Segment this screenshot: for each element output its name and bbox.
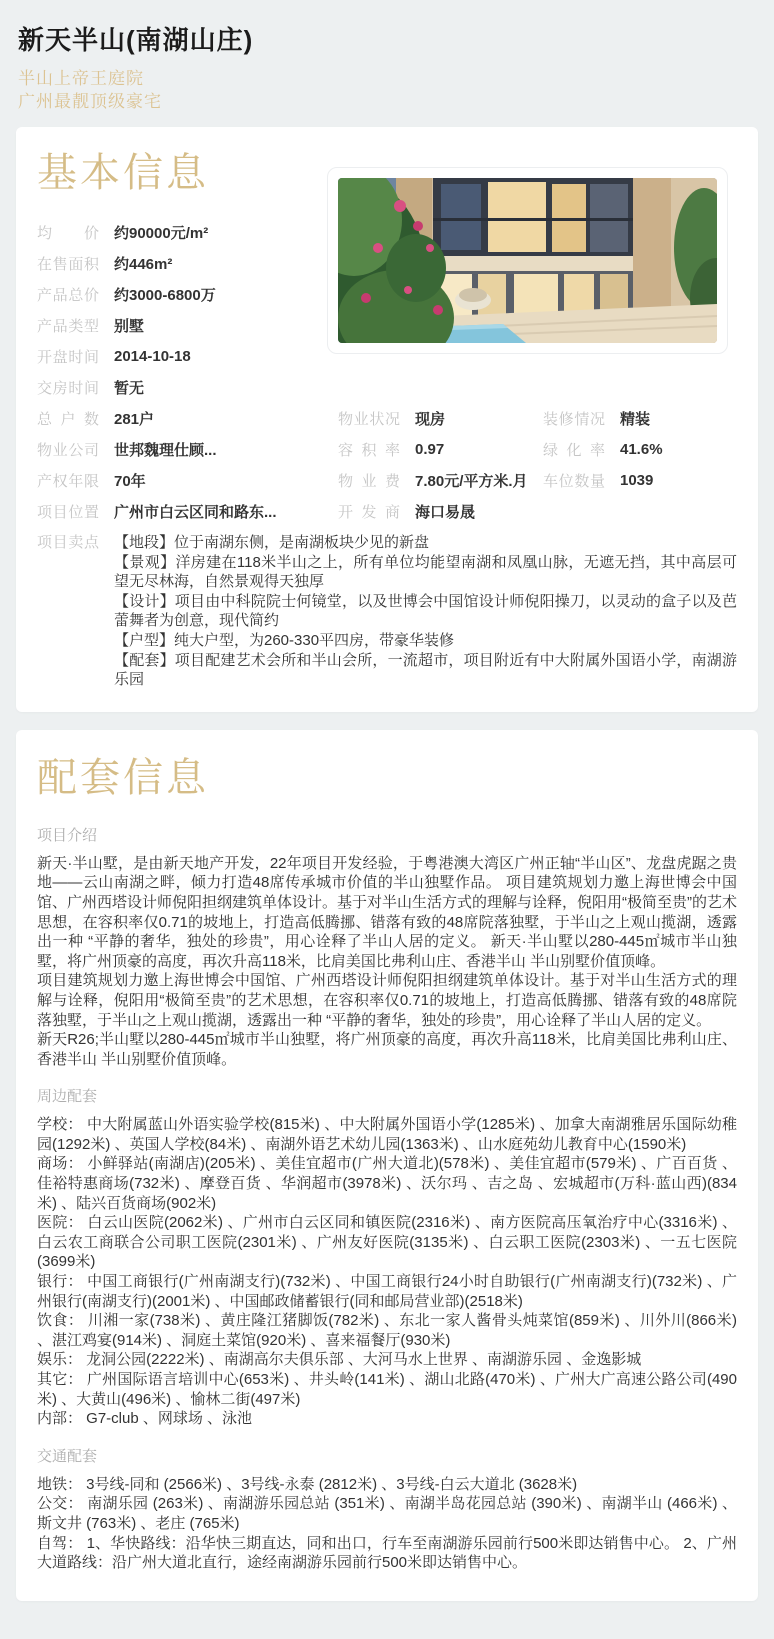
section-title: 周边配套 [37, 1088, 98, 1106]
info-row-delivery-date [37, 372, 329, 403]
section-title: 交通配套 [37, 1447, 98, 1465]
field-value: 精装 [620, 411, 651, 428]
page-subtitles [18, 67, 756, 113]
field-value: 世邦魏理仕顾... [114, 442, 217, 459]
field-value: 0.97 [415, 441, 445, 458]
field-value: 现房 [415, 411, 446, 428]
section-project-intro [37, 826, 737, 1070]
selling-point: 【设计】项目由中科院院士何镜堂，以及世博会中国馆设计师倪阳操刀，以灵动的盒子以及芭蕾舞者为创意，现代简约 [114, 592, 737, 630]
field-label: 物业状况 [338, 411, 400, 428]
field-label: 均价 [37, 225, 99, 242]
nearby-item-entertainment: 娱乐： 龙洞公园(2222米) 、南湖高尔夫俱乐部 、大河马水上世界 、南湖游乐园 、金逸影城 [37, 1351, 642, 1369]
selling-point: 【户型】纯大户型，为260-330平四房，带豪华装修 [114, 631, 455, 649]
nearby-item-malls: 商场： 小鲜驿站(南湖店)(205米) 、美佳宜超市(广州大道北)(578米) 、美佳宜超市(579米) 、广百百货 、佳裕特惠商场(732米) 、摩登百货 、华润超市(3978米) 、沃尔玛 、吉之岛 、宏城超市(万科·蓝山西)(834米) 、陆兴百货商场(902米) [37, 1155, 737, 1212]
field-value: 广州市白云区同和路东... [114, 504, 277, 521]
info-row-on-sale-area [37, 248, 329, 279]
field-value: 1039 [620, 472, 654, 489]
field-label: 开盘时间 [37, 349, 99, 366]
selling-point: 【地段】位于南湖东侧，是南湖板块少见的新盘 [114, 534, 430, 551]
info-row-total-price [37, 279, 329, 310]
field-label: 物业公司 [37, 442, 99, 459]
field-value: 别墅 [114, 318, 145, 335]
info-row-opening-date [37, 341, 329, 372]
basic-info-left-column [37, 217, 329, 527]
info-row-property-status [338, 403, 737, 434]
selling-points-text [114, 533, 737, 690]
info-row-tenure-years [37, 465, 329, 496]
facilities-heading: 配套信息 [37, 755, 209, 800]
selling-points [37, 533, 737, 690]
basic-info-card [16, 127, 758, 712]
basic-info-right-column [338, 403, 737, 527]
field-label: 绿化率 [543, 442, 605, 459]
field-label: 车位数量 [543, 473, 605, 490]
info-row-product-type [37, 310, 329, 341]
page-subtitle: 半山上帝王庭院 [18, 69, 144, 88]
page-subtitle: 广州最靓顶级豪宅 [18, 92, 162, 111]
field-label: 产权年限 [37, 473, 99, 490]
field-label: 总户数 [37, 411, 99, 428]
nearby-item-banks: 银行： 中国工商银行(广州南湖支行)(732米) 、中国工商银行24小时自助银行(广州南湖支行)(732米) 、广州银行(南湖支行)(2001米) 、中国邮政储蓄银行(同和邮局营业部)(2518米) [37, 1273, 737, 1310]
section-transport [37, 1447, 737, 1573]
info-row-property-fee [338, 465, 737, 496]
field-label: 在售面积 [37, 256, 99, 273]
transport-item-bus: 公交： 南湖乐园 (263米) 、南湖游乐园总站 (351米) 、南湖半岛花园总站 (390米) 、南湖半山 (466米) 、斯文井 (763米) 、老庄 (765米) [37, 1495, 737, 1532]
nearby-item-internal: 内部： G7-club 、网球场 、泳池 [37, 1410, 253, 1428]
field-value: 70年 [114, 473, 146, 490]
field-label: 产品总价 [37, 287, 99, 304]
field-label: 装修情况 [543, 411, 605, 428]
field-label: 交房时间 [37, 380, 99, 397]
facilities-card [16, 730, 758, 1601]
section-title: 项目介绍 [37, 826, 98, 844]
page-header [16, 0, 758, 127]
field-label: 容积率 [338, 442, 400, 459]
field-value: 41.6% [620, 441, 663, 458]
field-value: 暂无 [114, 380, 145, 397]
info-row-developer [338, 496, 737, 527]
selling-point: 【配套】项目配建艺术会所和半山会所，一流超市，项目附近有中大附属外国语小学，南湖游乐园 [114, 651, 737, 689]
villa-photo-illustration [338, 178, 717, 343]
field-value: 约446m² [114, 256, 173, 273]
intro-paragraph: 项目建筑规划力邀上海世博会中国馆、广州西塔设计师倪阳担纲建筑单体设计。基于对半山生活方式的理解与诠释，倪阳用“极简至贵”的艺术思想，在容积率仅0.71的坡地上，打造高低腾挪、错落有致的48席院落独墅，于半山之上观山揽湖，透露出一种 “平静的奢华，独处的珍贵”，用心诠释了半山人居的定义。 [37, 972, 737, 1029]
nearby-item-hospitals: 医院： 白云山医院(2062米) 、广州市白云区同和镇医院(2316米) 、南方医院高压氧治疗中心(3316米) 、白云农工商联合公司职工医院(2301米) 、广州友好医院(3135米) 、白云职工医院(2303米) 、一五七医院(3699米) [37, 1214, 737, 1271]
field-label: 项目位置 [37, 504, 99, 521]
field-value: 2014-10-18 [114, 348, 191, 365]
info-row-project-location [37, 496, 329, 527]
section-nearby-facilities [37, 1087, 737, 1429]
info-row-average-price [37, 217, 329, 248]
field-label: 开发商 [338, 504, 400, 521]
nearby-item-others: 其它： 广州国际语言培训中心(653米) 、井头岭(141米) 、湖山北路(470米) 、广州大广高速公路公司(490米) 、大黄山(496米) 、愉林二街(497米) [37, 1371, 737, 1408]
info-row-plot-ratio [338, 434, 737, 465]
field-value: 7.80元/平方米.月 [415, 473, 528, 490]
field-label: 物业费 [338, 473, 400, 490]
field-label: 项目卖点 [37, 534, 99, 551]
nearby-item-schools: 学校： 中大附属蓝山外语实验学校(815米) 、中大附属外国语小学(1285米) 、加拿大南湖雅居乐国际幼稚园(1292米) 、英国人学校(84米) 、南湖外语艺术幼儿园(1363米) 、山水庭苑幼儿教育中心(1590米) [37, 1116, 737, 1153]
intro-paragraph: 新天·半山墅，是由新天地产开发，22年项目开发经验，于粤港澳大湾区广州正轴“半山区”、龙盘虎踞之贵地——云山南湖之畔，倾力打造48席传承城市价值的半山独墅作品。 项目建筑规划力邀上海世博会中国馆、广州西塔设计师倪阳担纲建筑单体设计。基于对半山生活方式的理解与诠释，倪阳用“极简至贵”的艺术思想，在容积率仅0.71的坡地上，打造高低腾挪、错落有致的48席院落独墅，于半山之上观山揽湖，透露出一种 “平静的奢华，独处的珍贵”，用心诠释了半山人居的定义。 新天·半山墅以280-445㎡城市半山独墅，将广州顶豪的高度，再次升高118米，比肩美国比弗利山庄、香港半山 半山别墅价值顶峰。 [37, 854, 737, 970]
basic-info-heading: 基本信息 [37, 151, 209, 195]
nearby-item-dining: 饮食： 川湘一家(738米) 、黄庄隆江猪脚饭(782米) 、东北一家人酱骨头炖菜馆(859米) 、川外川(866米) 、湛江鸡宴(914米) 、洞庭土菜馆(920米) 、喜来福餐厅(930米) [37, 1312, 737, 1349]
field-value: 281户 [114, 411, 155, 428]
field-value: 约90000元/m² [114, 225, 209, 242]
transport-item-metro: 地铁： 3号线-同和 (2566米) 、3号线-永泰 (2812米) 、3号线-白云大道北 (3628米) [37, 1475, 578, 1493]
page-title: 新天半山(南湖山庄) [18, 25, 254, 55]
field-label: 产品类型 [37, 318, 99, 335]
property-photo[interactable] [327, 167, 728, 354]
selling-point: 【景观】洋房建在118米半山之上，所有单位均能望南湖和凤凰山脉，无遮无挡，其中高层可望无尽林海，自然景观得天独厚 [114, 553, 737, 591]
field-value: 海口易晟 [415, 504, 476, 521]
field-value: 约3000-6800万 [114, 287, 216, 304]
transport-item-driving: 自驾： 1、华快路线：沿华快三期直达，同和出口，行车至南湖游乐园前行500米即达销售中心。 2、广州大道路线：沿广州大道北直行，途经南湖游乐园前行500米即达销售中心。 [37, 1534, 737, 1572]
info-row-total-households [37, 403, 329, 434]
intro-paragraph: 新天R26;半山墅以280-445㎡城市半山独墅，将广州顶豪的高度，再次升高118米，比肩美国比弗利山庄、香港半山 半山别墅价值顶峰。 [37, 1031, 737, 1068]
info-row-property-company [37, 434, 329, 465]
